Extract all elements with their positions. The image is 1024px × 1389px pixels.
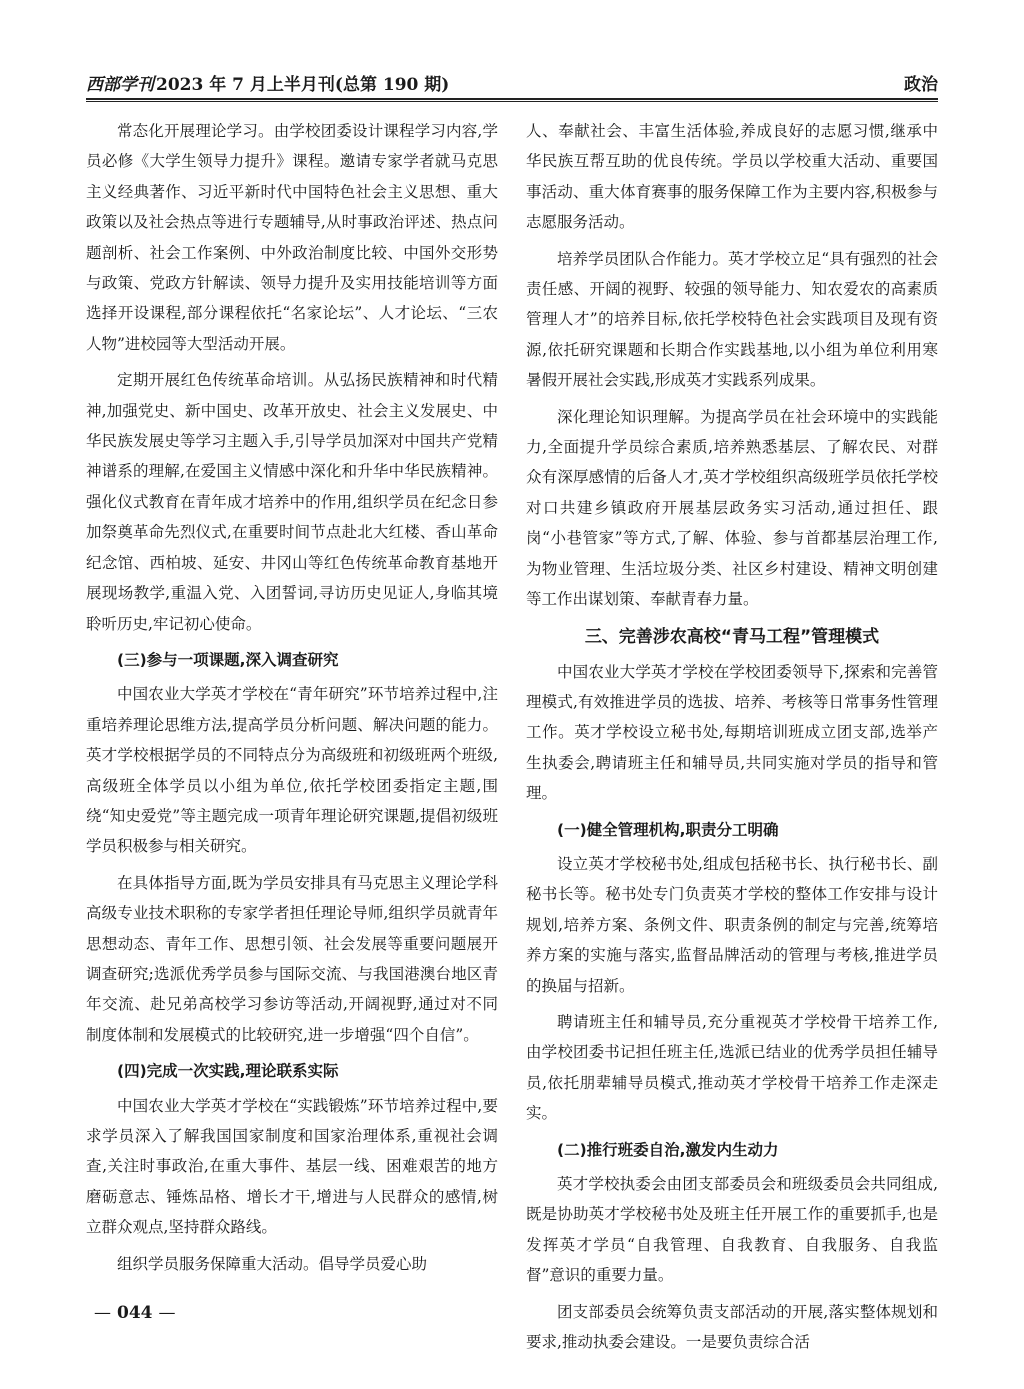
footer-dash: —	[94, 1303, 111, 1323]
subsection-heading: (四)完成一次实践,理论联系实际	[117, 1062, 339, 1081]
section-heading: 三、完善涉农高校“青马工程”管理模式	[584, 626, 880, 647]
header-journal-info	[86, 70, 449, 95]
footer-dash: —	[158, 1303, 176, 1323]
subsection-heading: (一)健全管理机构,职责分工明确	[557, 820, 779, 839]
paragraph: 在具体指导方面,既为学员安排具有马克思主义理论学科高级专业技术职称的专家学者担任理论导师,组织学员就青年思想动态、青年工作、思想引领、社会发展等重要问题展开调查研究;选派优秀学员参与国际交流、与我国港澳台地区青年交流、赴兄弟高校学习参访等活动,开阔视野,通过对不同制度体制和发展模式的比较研究,进一步增强“四个自信”。	[86, 873, 498, 1044]
section-name: 政治	[904, 75, 938, 95]
paragraph: 英才学校执委会由团支部委员会和班级委员会共同组成,既是协助英才学校秘书处及班主任开展工作的重要抓手,也是发挥英才学员“自我管理、自我教育、自我服务、自我监督”意识的重要力量。	[526, 1175, 938, 1285]
paragraph: 团支部委员会统筹负责支部活动的开展,落实整体规划和要求,推动执委会建设。一是要负责综合活	[526, 1302, 938, 1352]
running-header	[86, 70, 938, 98]
paragraph: 定期开展红色传统革命培训。从弘扬民族精神和时代精神,加强党史、新中国史、改革开放史、社会主义发展史、中华民族发展史等学习主题入手,引导学员加深对中国共产党精神谱系的理解,在爱国主义情感中深化和升华中华民族精神。强化仪式教育在青年成才培养中的作用,组织学员在纪念日参加祭奠革命先烈仪式,在重要时间节点赴北大红楼、香山革命纪念馆、西柏坡、延安、井冈山等红色传统革命教育基地开展现场教学,重温入党、入团誓词,寻访历史见证人,身临其境聆听历史,牢记初心使命。	[86, 371, 498, 633]
paragraph: 常态化开展理论学习。由学校团委设计课程学习内容,学员必修《大学生领导力提升》课程。邀请专家学者就马克思主义经典著作、习近平新时代中国特色社会主义思想、重大政策以及社会热点等进行专题辅导,从时事政治评述、热点问题剖析、社会工作案例、中外政治制度比较、中国外交形势与政策、党政方针解读、领导力提升及实用技能培训等方面选择开设课程,部分课程依托“名家论坛”、人才论坛、“三农人物”进校园等大型活动开展。	[86, 122, 498, 353]
subsection-heading: (二)推行班委自治,激发内生动力	[557, 1140, 779, 1159]
header-rule-thin	[86, 101, 938, 102]
paragraph: 中国农业大学英才学校在学校团委领导下,探索和完善管理模式,有效推进学员的选拔、培养、考核等日常事务性管理工作。英才学校设立秘书处,每期培训班成立团支部,选举产生执委会,聘请班主任和辅导员,共同实施对学员的指导和管理。	[526, 662, 938, 803]
issue-info: 2023 年 7 月上半月刊(总第 190 期)	[156, 75, 450, 95]
paragraph-continued: 人、奉献社会、丰富生活体验,养成良好的志愿习惯,继承中华民族互帮互助的优良传统。学员以学校重大活动、重要国事活动、重大体育赛事的服务保障工作为主要内容,积极参与志愿服务活动。	[526, 122, 938, 232]
journal-logo: 西部学刊	[86, 75, 154, 95]
subsection-heading: (三)参与一项课题,深入调查研究	[117, 650, 339, 669]
paragraph: 设立英才学校秘书处,组成包括秘书长、执行秘书长、副秘书长等。秘书处专门负责英才学校的整体工作安排与设计规划,培养方案、条例文件、职责条例的制定与完善,统筹培养方案的实施与落实,监督品牌活动的管理与考核,推进学员的换届与招新。	[526, 854, 938, 995]
paragraph: 组织学员服务保障重大活动。倡导学员爱心助	[117, 1254, 428, 1273]
header-rule	[86, 98, 938, 100]
page-number-footer	[88, 1303, 182, 1323]
paragraph: 中国农业大学英才学校在“实践锻炼”环节培养过程中,要求学员深入了解我国国家制度和国家治理体系,重视社会调查,关注时事政治,在重大事件、基层一线、困难艰苦的地方磨砺意志、锤炼品格、增长才干,增进与人民群众的感情,树立群众观点,坚持群众路线。	[86, 1096, 498, 1237]
right-column	[526, 116, 938, 1352]
paragraph: 深化理论知识理解。为提高学员在社会环境中的实践能力,全面提升学员综合素质,培养熟悉基层、了解农民、对群众有深厚感情的后备人才,英才学校组织高级班学员依托学校对口共建乡镇政府开展基层政务实习活动,通过担任、跟岗“小巷管家”等方式,了解、体验、参与首都基层治理工作,为物业管理、生活垃圾分类、社区乡村建设、精神文明创建等工作出谋划策、奉献青春力量。	[526, 407, 938, 609]
paragraph: 中国农业大学英才学校在“青年研究”环节培养过程中,注重培养理论思维方法,提高学员分析问题、解决问题的能力。英才学校根据学员的不同特点分为高级班和初级班两个班级,高级班全体学员以小组为单位,依托学校团委指定主题,围绕“知史爱党”等主题完成一项青年理论研究课题,提倡初级班学员积极参与相关研究。	[86, 685, 498, 856]
paragraph: 培养学员团队合作能力。英才学校立足“具有强烈的社会责任感、开阔的视野、较强的领导能力、知农爱农的高素质管理人才”的培养目标,依托学校特色社会实践项目及现有资源,依托研究课题和长期合作实践基地,以小组为单位利用寒暑假开展社会实践,形成英才实践系列成果。	[526, 249, 938, 390]
paragraph: 聘请班主任和辅导员,充分重视英才学校骨干培养工作,由学校团委书记担任班主任,选派已结业的优秀学员担任辅导员,依托朋辈辅导员模式,推动英才学校骨干培养工作走深走实。	[526, 1012, 938, 1123]
left-column	[86, 116, 498, 1306]
page-number: 044	[117, 1303, 153, 1323]
